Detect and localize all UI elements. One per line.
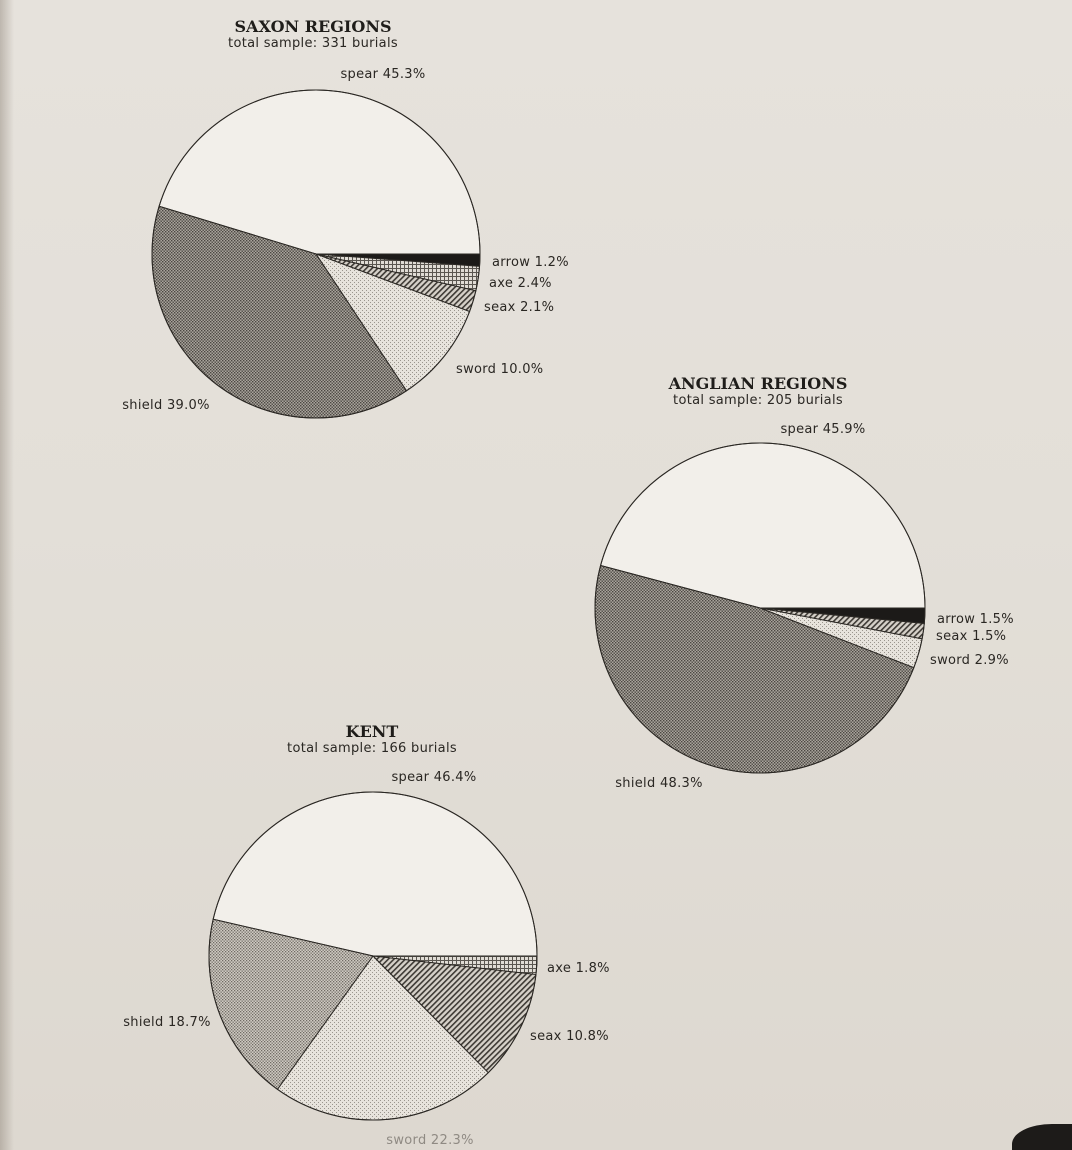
- pie-chart-kent: [123, 722, 610, 1148]
- slice-label-sword: sword 2.9%: [930, 653, 1009, 668]
- slice-label-seax: seax 2.1%: [484, 300, 555, 315]
- slice-label-spear: spear 45.9%: [780, 422, 866, 437]
- slice-label-spear: spear 45.3%: [340, 67, 426, 82]
- pie-chart-saxon-regions: [122, 17, 569, 418]
- chart-subtitle-kent: total sample: 166 burials: [287, 741, 457, 756]
- slice-label-sword: sword 10.0%: [456, 362, 544, 377]
- chart-title-anglian-regions: ANGLIAN REGIONS: [668, 374, 848, 393]
- chart-title-kent: KENT: [345, 722, 399, 741]
- slice-label-shield: shield 18.7%: [123, 1015, 211, 1030]
- slice-label-shield: shield 48.3%: [615, 776, 703, 791]
- slice-label-shield: shield 39.0%: [122, 398, 210, 413]
- slice-label-axe: axe 1.8%: [547, 961, 610, 976]
- chart-subtitle-saxon-regions: total sample: 331 burials: [228, 36, 398, 51]
- slice-label-arrow: arrow 1.2%: [492, 255, 569, 270]
- pie-chart-anglian-regions: [595, 374, 1014, 791]
- slice-label-axe: axe 2.4%: [489, 276, 552, 291]
- slice-label-seax: seax 1.5%: [936, 629, 1007, 644]
- chart-title-saxon-regions: SAXON REGIONS: [234, 17, 392, 36]
- slice-label-seax: seax 10.8%: [530, 1029, 609, 1044]
- chart-subtitle-anglian-regions: total sample: 205 burials: [673, 393, 843, 408]
- slice-label-arrow: arrow 1.5%: [937, 612, 1014, 627]
- slice-label-spear: spear 46.4%: [391, 770, 477, 785]
- slice-label-sword: sword 22.3%: [386, 1133, 474, 1148]
